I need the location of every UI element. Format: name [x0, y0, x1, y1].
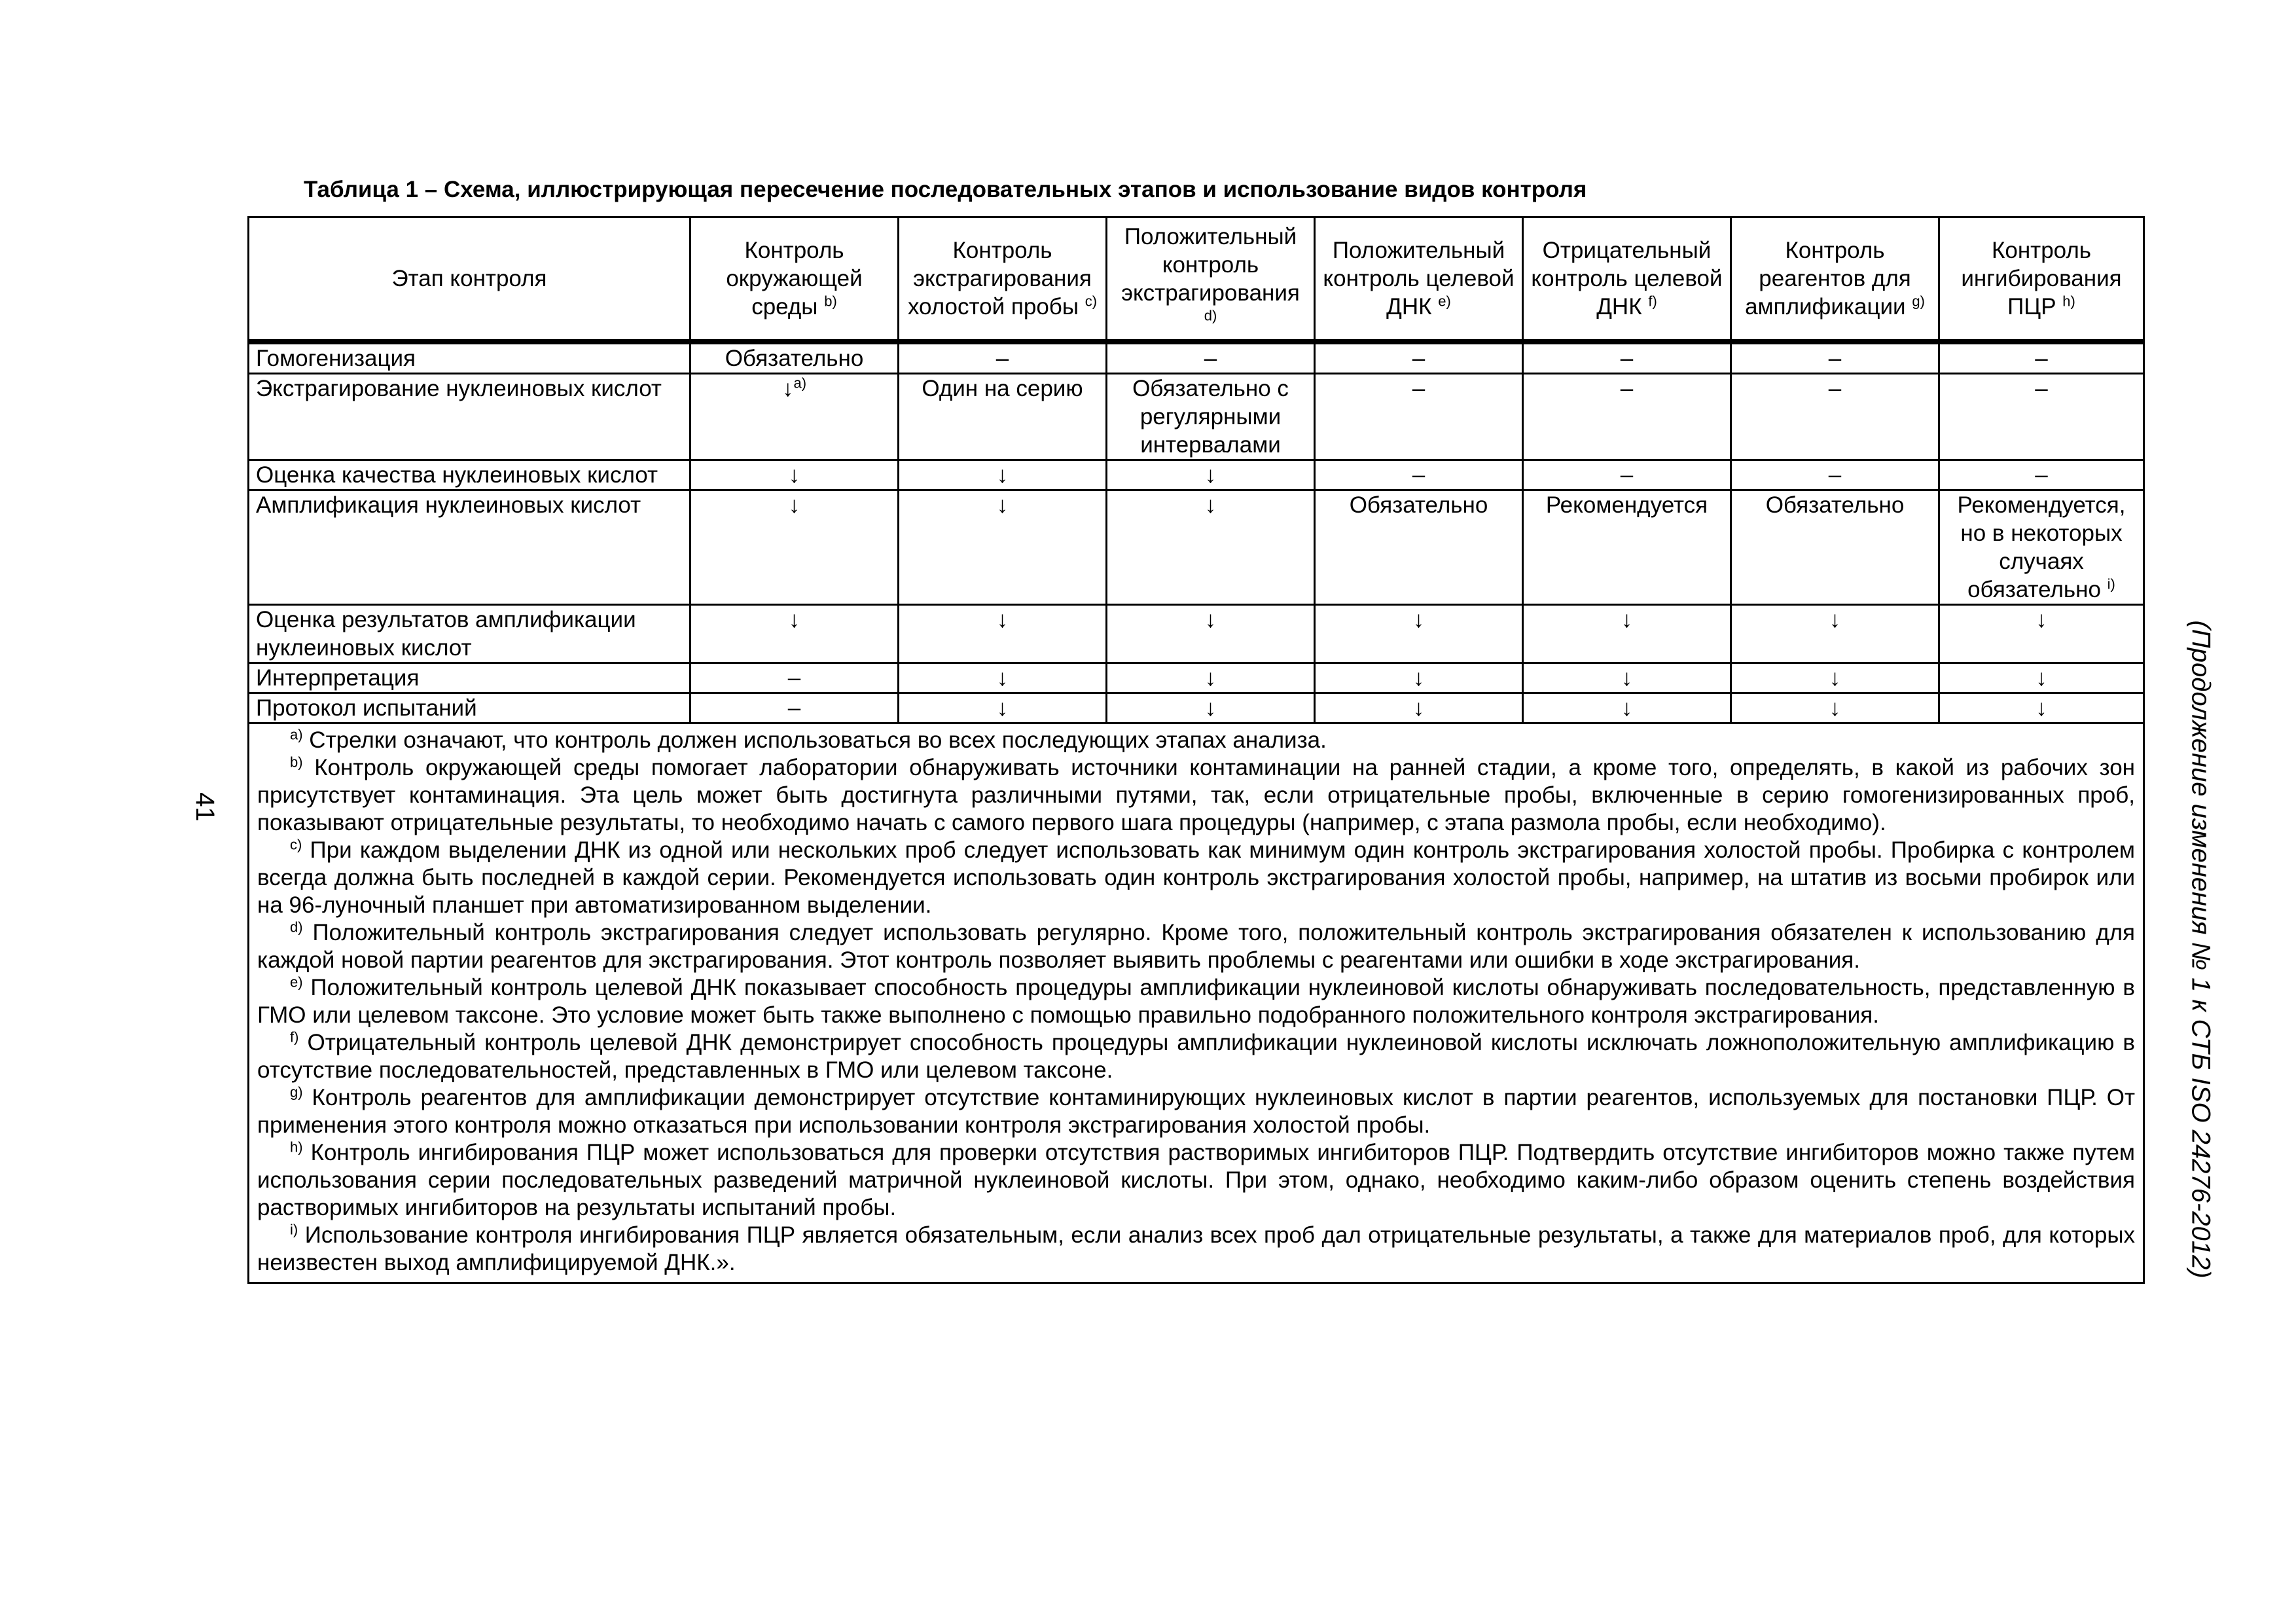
header-inhib: Контроль ингибирования ПЦР $^{h)}$: [1939, 217, 2144, 342]
cell-reagent: –: [1731, 460, 1939, 490]
cell-posext: ↓: [1107, 490, 1315, 605]
cell-env: –: [691, 663, 899, 693]
footnote-b: $^{b)}$ Контроль окружающей среды помогает лаборатории обнаруживать источники контаминации на ранней стадии, а кроме того, определять, в какой из рабочих зон присутствует контаминация. Эта цель может быть достигнута различными путями, так, если отрицательные пробы, включенные в серию гомогенизированных проб, показывают отрицательные результаты, то необходимо начать с самого первого шага процедуры (например, с этапа размола пробы, если необходимо).: [257, 754, 2135, 835]
cell-reagent: ↓: [1731, 693, 1939, 723]
cell-posext: Обязательно с регулярными интервалами: [1107, 374, 1315, 460]
cell-stage: Оценка качества нуклеиновых кислот: [249, 460, 691, 490]
cell-blank: ↓: [899, 693, 1107, 723]
cell-negtarget: –: [1523, 374, 1731, 460]
cell-stage: Амплификация нуклеиновых кислот: [249, 490, 691, 605]
header-env: Контроль окружающей среды $^{b)}$: [691, 217, 899, 342]
cell-reagent: ↓: [1731, 663, 1939, 693]
cell-postarget: –: [1315, 342, 1523, 374]
table-row: [249, 693, 2144, 723]
cell-blank: ↓: [899, 663, 1107, 693]
cell-env: ↓: [691, 605, 899, 663]
cell-inhib: –: [1939, 460, 2144, 490]
cell-blank: ↓: [899, 490, 1107, 605]
cell-negtarget: –: [1523, 460, 1731, 490]
cell-negtarget: –: [1523, 342, 1731, 374]
cell-reagent: –: [1731, 342, 1939, 374]
cell-reagent: Обязательно: [1731, 490, 1939, 605]
cell-postarget: ↓: [1315, 663, 1523, 693]
cell-postarget: –: [1315, 374, 1523, 460]
footnote-h: $^{h)}$ Контроль ингибирования ПЦР может использоваться для проверки отсутствия растворимых ингибиторов ПЦР. Подтвердить отсутствие ингибиторов можно также путем использования серии последовательных разведений матричной нуклеиновой кислоты. При этом, однако, необходимо каким-либо образом оценить степень воздействия растворимых ингибиторов на результаты испытаний пробы.: [257, 1139, 2135, 1220]
cell-postarget: –: [1315, 460, 1523, 490]
cell-stage: Протокол испытаний: [249, 693, 691, 723]
table-row: [249, 460, 2144, 490]
cell-inhib: –: [1939, 374, 2144, 460]
running-title: (Продолжение изменения № 1 к СТБ ISO 24276-2012): [2186, 620, 2215, 1279]
cell-env: –: [691, 693, 899, 723]
cell-reagent: ↓: [1731, 605, 1939, 663]
cell-blank: –: [899, 342, 1107, 374]
cell-stage: Экстрагирование нуклеиновых кислот: [249, 374, 691, 460]
footnote-e: $^{e)}$ Положительный контроль целевой ДНК показывает способность процедуры амплификации нуклеиновой кислоты обнаруживать последовательность, представленную в ГМО или целевом таксоне. Это условие может быть также выполнено с помощью правильно подобранного положительного контроля экстрагирования.: [257, 974, 2135, 1028]
cell-stage: Оценка результатов амплификации нуклеиновых кислот: [249, 605, 691, 663]
table-row: [249, 663, 2144, 693]
footnote-i: $^{i)}$ Использование контроля ингибирования ПЦР является обязательным, если анализ всех проб дал отрицательные результаты, а также для материалов проб, для которых неизвестен выход амплифицируемой ДНК.».: [257, 1221, 2135, 1275]
cell-stage: Гомогенизация: [249, 342, 691, 374]
cell-posext: ↓: [1107, 663, 1315, 693]
cell-inhib: ↓: [1939, 693, 2144, 723]
table-header-row: [249, 217, 2144, 342]
cell-negtarget: Рекомендуется: [1523, 490, 1731, 605]
cell-env: ↓: [691, 490, 899, 605]
cell-postarget: ↓: [1315, 605, 1523, 663]
cell-reagent: –: [1731, 374, 1939, 460]
cell-negtarget: ↓: [1523, 693, 1731, 723]
footnote-d: $^{d)}$ Положительный контроль экстрагирования следует использовать регулярно. Кроме того, положительный контроль экстрагирования обязателен к использованию для каждой новой партии реагентов для экстрагирования. Этот контроль позволяет выявить проблемы с реагентами или ошибки в ходе экстрагирования.: [257, 919, 2135, 973]
page-number: 41: [190, 792, 219, 822]
header-stage: Этап контроля: [249, 217, 691, 342]
cell-env: ↓$^{a)}$: [691, 374, 899, 460]
header-posext: Положительный контроль экстрагирования $^{d)}$: [1107, 217, 1315, 342]
cell-negtarget: ↓: [1523, 605, 1731, 663]
table-row: [249, 374, 2144, 460]
cell-posext: ↓: [1107, 460, 1315, 490]
cell-inhib: Рекомендуется, но в некоторых случаях обязательно $^{i)}$: [1939, 490, 2144, 605]
table-row: [249, 605, 2144, 663]
cell-blank: ↓: [899, 460, 1107, 490]
control-scheme-table: [247, 216, 2145, 1284]
footnotes-row: [249, 723, 2144, 1283]
header-blank: Контроль экстрагирования холостой пробы $^{c)}$: [899, 217, 1107, 342]
cell-env: ↓: [691, 460, 899, 490]
table-caption: Таблица 1 – Схема, иллюстрирующая пересечение последовательных этапов и использование видов контроля: [304, 177, 1587, 202]
cell-inhib: –: [1939, 342, 2144, 374]
table-row: [249, 490, 2144, 605]
header-postarget: Положительный контроль целевой ДНК $^{e)}$: [1315, 217, 1523, 342]
footnote-a: $^{a)}$ Стрелки означают, что контроль должен использоваться во всех последующих этапах анализа.: [290, 726, 1327, 753]
header-reagent: Контроль реагентов для амплификации $^{g)}$: [1731, 217, 1939, 342]
cell-inhib: ↓: [1939, 605, 2144, 663]
cell-posext: ↓: [1107, 693, 1315, 723]
cell-posext: ↓: [1107, 605, 1315, 663]
footnote-f: $^{f)}$ Отрицательный контроль целевой ДНК демонстрирует способность процедуры амплификации нуклеиновой кислоты исключать ложноположительную амплификацию в отсутствие последовательностей, представленных в ГМО или целевом таксоне.: [257, 1029, 2135, 1083]
header-negtarget: Отрицательный контроль целевой ДНК $^{f)}$: [1523, 217, 1731, 342]
cell-postarget: ↓: [1315, 693, 1523, 723]
table-row: [249, 342, 2144, 374]
footnote-g: $^{g)}$ Контроль реагентов для амплификации демонстрирует отсутствие контаминирующих нуклеиновых кислот в партии реагентов, используемых для постановки ПЦР. От применения этого контроля можно отказаться при использовании контроля экстрагирования холостой пробы.: [257, 1084, 2135, 1138]
cell-stage: Интерпретация: [249, 663, 691, 693]
cell-posext: –: [1107, 342, 1315, 374]
cell-negtarget: ↓: [1523, 663, 1731, 693]
footnotes-cell: [249, 723, 2144, 1283]
cell-blank: Один на серию: [899, 374, 1107, 460]
cell-env: Обязательно: [691, 342, 899, 374]
cell-inhib: ↓: [1939, 663, 2144, 693]
cell-postarget: Обязательно: [1315, 490, 1523, 605]
footnote-c: $^{c)}$ При каждом выделении ДНК из одной или нескольких проб следует использовать как минимум один контроль экстрагирования холостой пробы. Пробирка с контролем всегда должна быть последней в каждой серии. Рекомендуется использовать один контроль экстрагирования холостой пробы, например, на штатив из восьми пробирок или на 96-луночный планшет при автоматизированном выделении.: [257, 836, 2135, 918]
cell-blank: ↓: [899, 605, 1107, 663]
